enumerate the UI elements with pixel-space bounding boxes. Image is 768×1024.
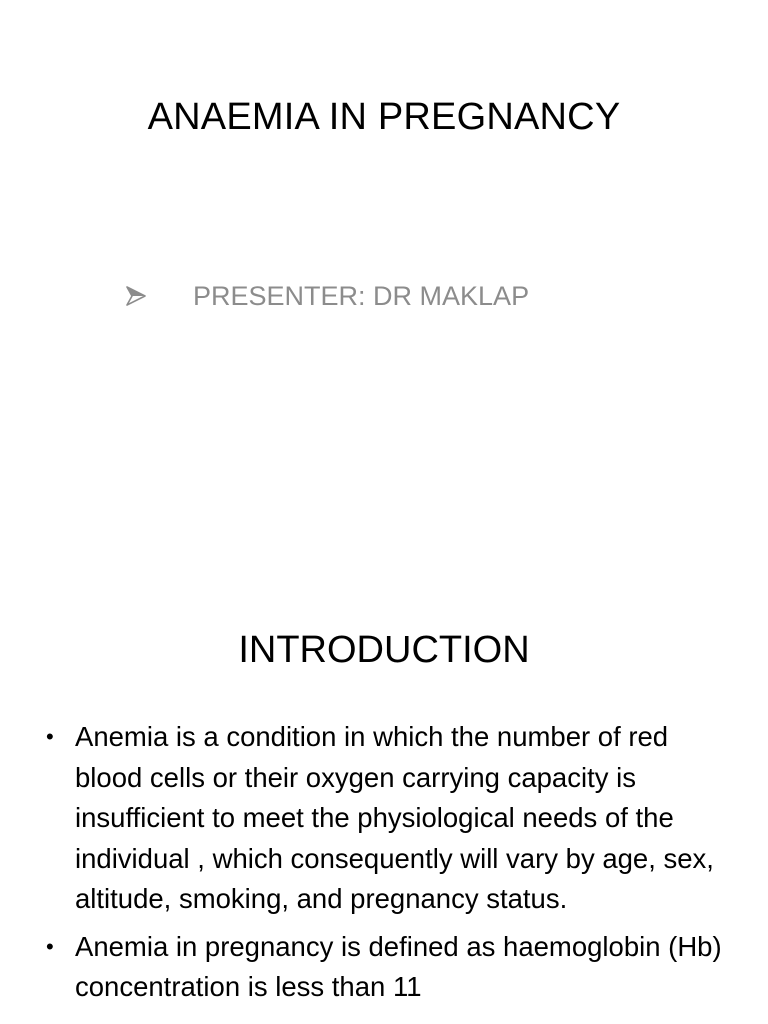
bullet-item (40, 717, 730, 920)
introduction-bullet-list (40, 717, 730, 1015)
bullet-item (40, 927, 730, 1008)
bullet-text: Anemia in pregnancy is defined as haemoglobin (Hb) concentration is less than 11 (75, 930, 722, 1002)
bullet-dot-icon: • (46, 933, 54, 959)
slide-introduction (0, 576, 768, 1024)
presenter-text: PRESENTER: DR MAKLAP (193, 281, 530, 311)
presenter-line (124, 278, 529, 314)
introduction-title: INTRODUCTION (238, 629, 530, 671)
arrowhead-bullet-icon (124, 284, 148, 308)
presentation-title: ANAEMIA IN PREGNANCY (147, 96, 621, 138)
bullet-text: Anemia is a condition in which the number of red blood cells or their oxygen carrying capacity is insufficient to meet the physiological needs of the individual , which consequently will vary by age, sex, altitude, smoking, and pregnancy status. (75, 721, 714, 914)
bullet-dot-icon: • (46, 724, 54, 749)
